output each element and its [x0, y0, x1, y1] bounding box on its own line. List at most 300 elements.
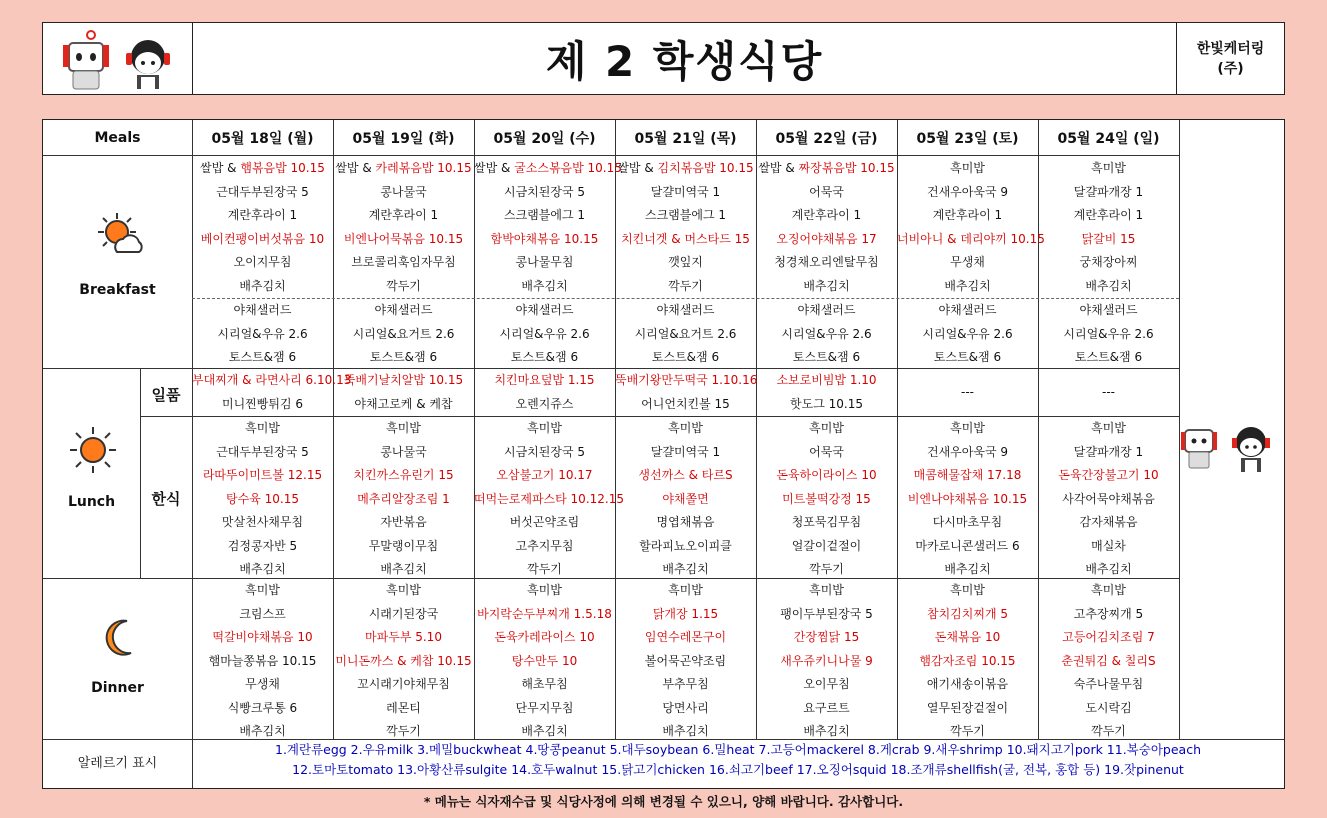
dinner-item	[615, 720, 756, 743]
day-header: 05월 22일 (금)	[775, 131, 878, 147]
menu-item-text: 마파두부 5.10	[365, 630, 442, 644]
menu-item-text: 햄볶음밥 10.15	[240, 161, 325, 175]
menu-item-text: 콩나물무침	[515, 255, 574, 269]
menu-item-text: 요구르트	[803, 700, 850, 715]
breakfast-western-item	[474, 323, 615, 346]
menu-item-text: 쌀밥 &	[758, 161, 799, 175]
menu-item-text: 궁채장아찌	[1079, 255, 1138, 269]
menu-item-text: 토스트&잼 6	[933, 350, 1002, 364]
menu-item-text: 시리얼&우유 2.6	[781, 326, 872, 341]
menu-item-text: 매실차	[1091, 538, 1126, 553]
menu-item-text: 돈육카레라이스 10	[494, 630, 595, 644]
menu-item-text: 오렌지쥬스	[515, 396, 574, 411]
menu-item-text: 얼갈이겉절이	[791, 538, 862, 553]
page-title: 제 2 학생식당	[545, 36, 824, 86]
menu-item-text: 어묵국	[809, 444, 844, 459]
lunch-ilpum-item	[1038, 369, 1179, 416]
breakfast-western-item	[1038, 299, 1179, 322]
dinner-item	[192, 673, 333, 696]
menu-item-text: 자반볶음	[380, 515, 427, 529]
menu-item-text: 근대두부된장국 5	[216, 184, 309, 199]
breakfast-item	[333, 204, 474, 227]
day-header: 05월 21일 (목)	[634, 131, 737, 147]
menu-item-text: 미트볼떡강정 15	[782, 491, 871, 506]
menu-item-text: 건새우아욱국 9	[926, 444, 1008, 459]
menu-item-text: 시리얼&우유 2.6	[922, 326, 1013, 341]
dinner-item	[1038, 579, 1179, 602]
lunch-hansik-item	[1038, 417, 1179, 440]
dinner-item	[615, 650, 756, 673]
menu-item-text: 숙주나물무침	[1073, 677, 1144, 691]
menu-item-text: 건새우아욱국 9	[926, 184, 1008, 199]
lunch-ilpum-item	[333, 393, 474, 416]
menu-item-text: 치킨까스유린기 15	[353, 468, 454, 482]
lunch-hansik-item	[474, 441, 615, 464]
menu-item-text: 흑미밥	[950, 583, 985, 597]
menu-item-text: 짜장볶음밥 10.15	[798, 161, 895, 175]
menu-item-text: 마카로니콘샐러드 6	[915, 538, 1020, 553]
menu-item-text: 춘권튀김 & 칠리S	[1061, 653, 1156, 668]
lunch-hansik-item	[1038, 488, 1179, 511]
lunch-ilpum-item	[897, 369, 1038, 416]
menu-item-text: 어니언치킨볼 15	[641, 396, 730, 411]
day-header: 05월 18일 (월)	[211, 131, 314, 147]
company-name	[1176, 23, 1284, 94]
menu-item-text: 꼬시래기야채무침	[357, 677, 450, 691]
menu-item-text: 배추김치	[521, 278, 568, 293]
breakfast-item	[192, 251, 333, 274]
breakfast-item	[1038, 228, 1179, 251]
breakfast-western-item	[474, 299, 615, 322]
breakfast-western-item	[615, 346, 756, 369]
breakfast-main-dish	[897, 157, 1038, 180]
menu-item-text: 생선까스 & 타르S	[638, 468, 733, 482]
menu-item-text: 흑미밥	[668, 421, 703, 435]
lunch-hansik-item	[192, 441, 333, 464]
breakfast-main-dish	[756, 157, 897, 180]
menu-item-text: 콩나물국	[380, 184, 427, 199]
breakfast-main-dish	[333, 157, 474, 180]
breakfast-item	[756, 204, 897, 227]
menu-item-text: 시리얼&우유 2.6	[499, 326, 590, 341]
menu-item-text: 무말랭이무침	[368, 538, 439, 553]
menu-item-text: 어묵국	[809, 184, 844, 199]
lunch-hansik-item	[474, 511, 615, 534]
menu-item-text: 당면사리	[662, 700, 709, 715]
dinner-item	[192, 603, 333, 626]
menu-item-text: 비엔나야채볶음 10.15	[907, 491, 1028, 506]
menu-item-text: 명엽채볶음	[656, 515, 715, 529]
menu-item-text: 김치볶음밥 10.15	[657, 161, 754, 175]
menu-item-text: 시래기된장국	[368, 606, 439, 621]
dinner-item	[756, 650, 897, 673]
menu-item-text: 닭갈비 15	[1081, 231, 1136, 246]
lunch-hansik-item	[897, 535, 1038, 558]
dinner-item	[1038, 626, 1179, 649]
breakfast-western-item	[192, 346, 333, 369]
menu-item-text: 계란후라이 1	[368, 208, 439, 222]
breakfast-western-item	[1038, 346, 1179, 369]
menu-item-text: 야채샐러드	[233, 303, 292, 317]
menu-item-text: 달걀미역국 1	[650, 444, 721, 459]
menu-item-text: 오징어야채볶음 17	[776, 231, 877, 246]
menu-item-text: 맛살천사채무침	[221, 515, 304, 529]
lunch-hansik-item	[192, 511, 333, 534]
menu-item-text: 식빵크루통 6	[227, 700, 298, 715]
menu-item-text: 고추지무침	[515, 538, 574, 553]
menu-item-text: 돈육하이라이스 10	[776, 468, 877, 482]
menu-item-text: 애기새송이볶음	[926, 677, 1009, 691]
lunch-hansik-item	[474, 488, 624, 511]
menu-item-text: 고추장찌개 5	[1073, 606, 1144, 621]
menu-item-text: 크림스프	[239, 606, 286, 621]
menu-item-text: 치킨마요덮밥 1.15	[494, 373, 595, 387]
menu-item-text: 미니찐빵튀김 6	[221, 396, 303, 411]
breakfast-item	[333, 228, 474, 251]
menu-item-text: 흑미밥	[1091, 583, 1126, 597]
dinner-item	[615, 673, 756, 696]
breakfast-western-item	[756, 299, 897, 322]
menu-item-text: 깻잎지	[668, 255, 703, 269]
menu-item-text: 참치김치찌개 5	[926, 606, 1008, 621]
breakfast-item	[615, 181, 756, 204]
menu-item-text: 달걀파개장 1	[1073, 444, 1144, 459]
menu-item-text: 도시락김	[1085, 700, 1132, 715]
breakfast-item	[756, 181, 897, 204]
menu-item-text: 깍두기	[1091, 724, 1126, 738]
lunch-hansik-item	[474, 417, 615, 440]
menu-item-text: 카레볶음밥 10.15	[375, 161, 472, 175]
lunch-hansik-item	[333, 488, 474, 511]
lunch-hansik-item	[615, 535, 756, 558]
lunch-ilpum-item	[615, 393, 756, 416]
menu-item-text: 배추김치	[803, 278, 850, 293]
breakfast-western-item	[897, 346, 1038, 369]
day-header: 05월 19일 (화)	[352, 131, 455, 147]
breakfast-main-dish	[615, 157, 756, 180]
menu-item-text: 할라피뇨오이피클	[639, 538, 732, 553]
menu-item-text: 야채샐러드	[515, 303, 574, 317]
breakfast-western-item	[756, 346, 897, 369]
lunch-hansik-item	[333, 417, 474, 440]
breakfast-item	[1038, 204, 1179, 227]
breakfast-item	[897, 228, 1045, 251]
menu-item-text: 배추김치	[662, 562, 709, 576]
menu-item-text: 시리얼&우유 2.6	[217, 326, 308, 341]
menu-item-text: ---	[961, 385, 974, 399]
menu-item-text: 무생채	[245, 677, 280, 691]
breakfast-western-item	[333, 323, 474, 346]
menu-item-text: 부대찌개 & 라면사리 6.10.13	[192, 373, 352, 387]
breakfast-western-item	[333, 346, 474, 369]
menu-item-text: 해초무침	[521, 677, 568, 691]
menu-item-text: 사각어묵야채볶음	[1062, 491, 1155, 506]
menu-item-text: 쌀밥 &	[474, 161, 515, 175]
menu-item-text: 청경채오리엔탈무침	[774, 255, 879, 269]
dinner-item	[192, 720, 333, 743]
menu-item-text: 달걀파개장 1	[1073, 184, 1144, 199]
breakfast-item	[897, 275, 1038, 298]
lunch-hansik-item	[897, 464, 1038, 487]
dinner-item	[333, 697, 474, 720]
moon-icon	[101, 618, 137, 658]
breakfast-western-item	[897, 299, 1038, 322]
lunch-hansik-item	[333, 535, 474, 558]
allergy-legend	[193, 740, 1283, 780]
dinner-item	[192, 579, 333, 602]
menu-item-text: 너비아니 & 데리야끼 10.15	[897, 231, 1045, 246]
menu-item-text: 검정콩자반 5	[227, 538, 298, 553]
menu-item-text: 흑미밥	[809, 583, 844, 597]
dinner-item	[756, 579, 897, 602]
breakfast-item	[615, 275, 756, 298]
breakfast-item	[474, 204, 615, 227]
menu-item-text: 볼어묵곤약조림	[644, 653, 727, 668]
breakfast-item	[897, 181, 1038, 204]
menu-item-text: 깍두기	[950, 724, 985, 738]
lunch-hansik-item	[333, 441, 474, 464]
lunch-hansik-item	[474, 464, 615, 487]
lunch-label: Lunch	[67, 494, 116, 510]
breakfast-western-item	[756, 323, 897, 346]
breakfast-western-item	[192, 299, 333, 322]
menu-item-text: 떡갈비야채볶음 10	[212, 630, 313, 644]
menu-item-text: 깍두기	[668, 278, 703, 293]
lunch-ilpum-item	[333, 369, 474, 392]
day-header: 05월 20일 (수)	[493, 131, 596, 147]
menu-item-text: 열무된장겉절이	[926, 700, 1009, 715]
menu-item-text: 토스트&잼 6	[792, 350, 861, 364]
lunch-ilpum-item	[474, 393, 615, 416]
menu-item-text: 배추김치	[380, 562, 427, 576]
lunch-ilpum-item	[192, 369, 352, 392]
breakfast-item	[897, 204, 1038, 227]
breakfast-item	[615, 228, 756, 251]
menu-item-text: 배추김치	[944, 278, 991, 293]
menu-item-text: 흑미밥	[527, 583, 562, 597]
dinner-item	[333, 579, 474, 602]
breakfast-item	[756, 251, 897, 274]
menu-item-text: 토스트&잼 6	[228, 350, 297, 364]
mascot-icon	[1179, 416, 1284, 476]
menu-item-text: 야채고로케 & 케찹	[354, 396, 453, 411]
menu-item-text: 버섯곤약조림	[509, 515, 580, 529]
lunch-hansik-item	[615, 488, 756, 511]
menu-item-text: 배추김치	[239, 278, 286, 293]
menu-item-text: 배추김치	[944, 562, 991, 576]
dinner-item	[756, 626, 897, 649]
dinner-item	[897, 579, 1038, 602]
menu-item-text: 함박야채볶음 10.15	[490, 231, 599, 246]
menu-item-text: 흑미밥	[1091, 161, 1126, 175]
menu-item-text: 계란후라이 1	[791, 208, 862, 222]
menu-item-text: 탕수육 10.15	[226, 491, 299, 506]
lunch-hansik-item	[897, 488, 1038, 511]
lunch-ilpum-item	[756, 393, 897, 416]
menu-item-text: 야채쫄면	[662, 491, 709, 506]
dinner-item	[474, 626, 615, 649]
menu-item-text: 야채샐러드	[938, 303, 997, 317]
dinner-item	[474, 673, 615, 696]
menu-item-text: 야채샐러드	[797, 303, 856, 317]
menu-item-text: 간장찜닭 15	[793, 630, 860, 644]
menu-item-text: 라따뚜이미트볼 12.15	[202, 468, 323, 482]
menu-item-text: 시금치된장국 5	[503, 184, 585, 199]
breakfast-item	[1038, 181, 1179, 204]
menu-item-text: 배추김치	[803, 724, 850, 738]
menu-item-text: 감자채볶음	[1079, 515, 1138, 529]
breakfast-item	[897, 251, 1038, 274]
menu-item-text: 돈채볶음 10	[934, 630, 1001, 644]
breakfast-western-item	[897, 323, 1038, 346]
menu-item-text: 햄마늘쫑볶음 10.15	[208, 653, 317, 668]
dinner-item	[1038, 650, 1179, 673]
menu-item-text: 떠먹는로제파스타 10.12.15	[474, 491, 624, 506]
menu-item-text: 뚝배기왕만두떡국 1.10.16	[615, 373, 758, 387]
lunch-hansik-item	[1038, 441, 1179, 464]
breakfast-main-dish	[1038, 157, 1179, 180]
menu-table	[42, 119, 1285, 789]
menu-item-text: 탕수만두 10	[511, 653, 578, 668]
lunch-hansik-item	[615, 464, 756, 487]
lunch-hansik-item	[897, 511, 1038, 534]
menu-item-text: 브로콜리훅임자무침	[351, 255, 456, 269]
menu-item-text: 핫도그 10.15	[790, 396, 863, 411]
menu-item-text: 깍두기	[809, 562, 844, 576]
lunch-hansik-item	[333, 558, 474, 581]
lunch-hansik-item	[615, 417, 756, 440]
sun-icon	[68, 425, 118, 475]
lunch-hansik-item	[897, 558, 1038, 581]
breakfast-item	[333, 251, 474, 274]
menu-item-text: 야채샐러드	[656, 303, 715, 317]
dinner-item	[1038, 697, 1179, 720]
menu-item-text: 흑미밥	[809, 421, 844, 435]
allergy-line-1: 1.계란류egg 2.우유milk 3.메밀buckwheat 4.땅콩peanut 5.대두soybean 6.밀heat 7.고등어mackerel 8.게crab 9.새우shrimp 10.돼지고기pork 11.복숭아peach	[275, 742, 1201, 757]
menu-item-text: 비엔나어묵볶음 10.15	[343, 231, 464, 246]
menu-item-text: 계란후라이 1	[932, 208, 1003, 222]
breakfast-main-dish	[474, 157, 622, 180]
dinner-item	[897, 626, 1038, 649]
lunch-ilpum-item	[615, 369, 756, 392]
lunch-hansik-item	[756, 441, 897, 464]
menu-item-text: 계란후라이 1	[227, 208, 298, 222]
menu-item-text: 토스트&잼 6	[369, 350, 438, 364]
lunch-hansik-item	[192, 488, 333, 511]
menu-item-text: 팽이두부된장국 5	[780, 606, 873, 621]
lunch-hansik-item	[897, 417, 1038, 440]
menu-item-text: 토스트&잼 6	[510, 350, 579, 364]
menu-item-text: 다시마초무침	[932, 515, 1003, 529]
menu-item-text: 콩나물국	[380, 444, 427, 459]
dinner-item	[474, 579, 615, 602]
dinner-item	[615, 603, 756, 626]
menu-item-text: 흑미밥	[668, 583, 703, 597]
menu-item-text: 흑미밥	[1091, 421, 1126, 435]
allergy-line-2: 12.토마토tomato 13.아황산류sulgite 14.호두walnut 15.닭고기chicken 16.쇠고기beef 17.오징어squid 18.조개류shellfish(굴, 전복, 홍합 등) 19.잣pinenut	[292, 762, 1184, 777]
menu-item-text: 오삼불고기 10.17	[496, 468, 593, 482]
lunch-hansik-item	[192, 558, 333, 581]
breakfast-label: Breakfast	[79, 282, 156, 298]
dinner-item	[615, 626, 756, 649]
sun-cloud-icon	[95, 210, 145, 260]
menu-item-text: 굴소스볶음밥 10.15	[514, 161, 622, 175]
day-header: 05월 24일 (일)	[1057, 131, 1160, 147]
menu-item-text: 깍두기	[386, 724, 421, 738]
menu-item-text: 뚝배기날치알밥 10.15	[343, 373, 464, 387]
dinner-item	[756, 697, 897, 720]
grid-line	[192, 740, 193, 788]
menu-item-text: 흑미밥	[527, 421, 562, 435]
lunch-hansik-item	[1038, 464, 1179, 487]
dinner-item	[474, 720, 615, 743]
lunch-hansik-item	[897, 441, 1038, 464]
menu-item-text: 토스트&잼 6	[1074, 350, 1143, 364]
breakfast-item	[756, 228, 897, 251]
breakfast-item	[1038, 275, 1179, 298]
lunch-hansik-item	[333, 511, 474, 534]
dinner-item	[756, 673, 897, 696]
dinner-item	[897, 650, 1038, 673]
lunch-hansik-item	[192, 417, 333, 440]
breakfast-main-dish	[192, 157, 333, 180]
grid-line	[140, 368, 141, 578]
dinner-item	[333, 603, 474, 626]
allergy-label: 알레르기 표시	[77, 756, 158, 771]
dinner-item	[333, 650, 474, 673]
dinner-item	[474, 650, 615, 673]
menu-item-text: 흑미밥	[245, 421, 280, 435]
menu-item-text: 야채샐러드	[1079, 303, 1138, 317]
menu-item-text: 배추김치	[1085, 562, 1132, 576]
menu-item-text: 배추김치	[662, 724, 709, 738]
dinner-label: Dinner	[91, 680, 144, 696]
menu-item-text: 베이컨팽이버섯볶음 10	[200, 231, 325, 246]
menu-item-text: 깍두기	[527, 562, 562, 576]
dinner-item	[897, 697, 1038, 720]
company-name-line1: 한빛케터링	[1196, 40, 1265, 57]
breakfast-item	[474, 275, 615, 298]
dinner-item	[615, 697, 756, 720]
mascot-icon	[43, 23, 192, 94]
lunch-hansik-item	[756, 535, 897, 558]
menu-item-text: 흑미밥	[950, 161, 985, 175]
menu-item-text: 오이무침	[803, 677, 850, 691]
menu-item-text: 소보로비빔밥 1.10	[776, 373, 877, 387]
lunch-hansik-item	[756, 417, 897, 440]
lunch-hansik-item	[1038, 511, 1179, 534]
breakfast-item	[474, 181, 615, 204]
dinner-item	[615, 579, 756, 602]
menu-item-text: 미니돈까스 & 케찹 10.15	[335, 653, 472, 668]
menu-item-text: 쌀밥 &	[617, 161, 658, 175]
menu-item-text: 배추김치	[521, 724, 568, 738]
breakfast-western-item	[615, 299, 756, 322]
meals-header: Meals	[94, 130, 141, 146]
menu-item-text: 시리얼&요거트 2.6	[352, 326, 455, 341]
breakfast-item	[333, 275, 474, 298]
menu-item-text: 부추무침	[662, 677, 709, 691]
menu-item-text: 계란후라이 1	[1073, 208, 1144, 222]
breakfast-item	[756, 275, 897, 298]
dinner-item	[1038, 673, 1179, 696]
menu-item-text: 시금치된장국 5	[503, 444, 585, 459]
menu-item-text: 치킨너겟 & 머스타드 15	[621, 231, 750, 246]
lunch-ilpum-item	[756, 369, 897, 392]
breakfast-western-item	[192, 323, 333, 346]
lunch-hansik-item	[756, 558, 897, 581]
breakfast-item	[474, 228, 615, 251]
